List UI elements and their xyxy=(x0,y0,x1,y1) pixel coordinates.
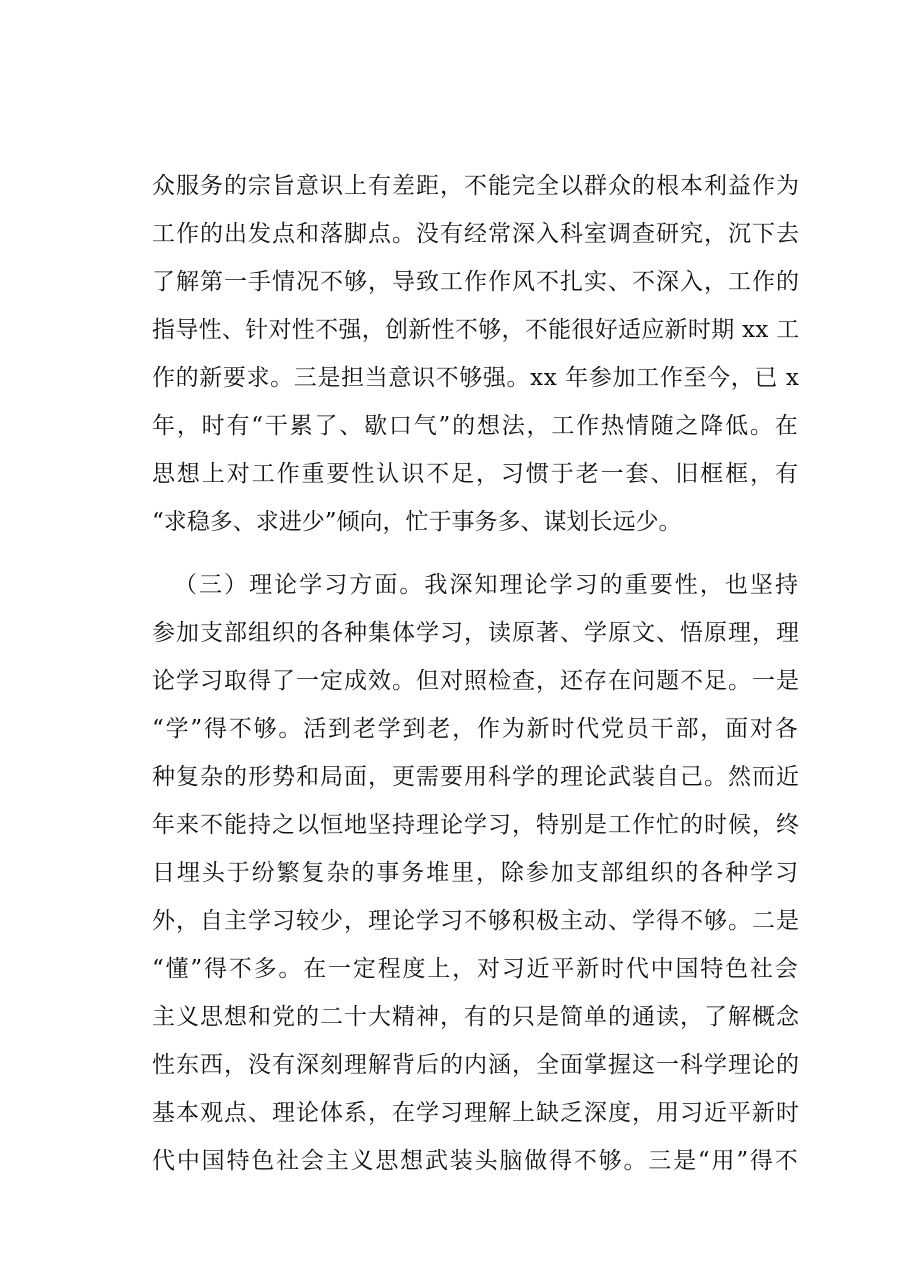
paragraph2-line-10: 主义思想和党的二十大精神，有的只是简单的通读，了解概念 xyxy=(152,1004,800,1030)
paragraph2-line-2: 参加支部组织的各种集体学习，读原著、学原文、悟原理，理 xyxy=(152,620,800,646)
paragraph2-line-6: 年来不能持之以恒地坚持理论学习，特别是工作忙的时候，终 xyxy=(152,812,800,838)
paragraph2-line-3: 论学习取得了一定成效。但对照检查，还存在问题不足。一是 xyxy=(152,668,800,694)
paragraph2-line-5: 种复杂的形势和局面，更需要用科学的理论武装自己。然而近 xyxy=(152,764,800,790)
paragraph1-line-8: “求稳多、求进少”倾向，忙于事务多、谋划长远少。 xyxy=(152,509,682,535)
paragraph2-line-11: 性东西，没有深刻理解背后的内涵，全面掌握这一科学理论的 xyxy=(152,1052,800,1078)
paragraph1-line-7: 思想上对工作重要性认识不足，习惯于老一套、旧框框，有 xyxy=(152,461,800,487)
paragraph1-line-5: 作的新要求。三是担当意识不够强。xx 年参加工作至今，已 x xyxy=(152,365,800,391)
paragraph2-line-8: 外，自主学习较少，理论学习不够积极主动、学得不够。二是 xyxy=(152,908,800,934)
paragraph1-line-6: 年，时有“干累了、歇口气”的想法，工作热情随之降低。在 xyxy=(152,413,800,439)
paragraph1-line-4: 指导性、针对性不强，创新性不够，不能很好适应新时期 xx 工 xyxy=(152,317,800,343)
paragraph2-line-7: 日埋头于纷繁复杂的事务堆里，除参加支部组织的各种学习 xyxy=(152,860,800,886)
paragraph2-line-12: 基本观点、理论体系，在学习理解上缺乏深度，用习近平新时 xyxy=(152,1100,800,1126)
paragraph2-line-1: （三）理论学习方面。我深知理论学习的重要性，也坚持 xyxy=(174,572,800,598)
paragraph2-line-13: 代中国特色社会主义思想武装头脑做得不够。三是“用”得不 xyxy=(152,1148,800,1174)
paragraph1-line-3: 了解第一手情况不够，导致工作作风不扎实、不深入，工作的 xyxy=(152,269,800,295)
paragraph2-line-9: “懂”得不多。在一定程度上，对习近平新时代中国特色社会 xyxy=(152,956,800,982)
paragraph1-line-2: 工作的出发点和落脚点。没有经常深入科室调查研究，沉下去 xyxy=(152,221,800,247)
paragraph2-line-4: “学”得不够。活到老学到老，作为新时代党员干部，面对各 xyxy=(152,716,800,742)
paragraph1-line-1: 众服务的宗旨意识上有差距，不能完全以群众的根本利益作为 xyxy=(152,173,800,199)
